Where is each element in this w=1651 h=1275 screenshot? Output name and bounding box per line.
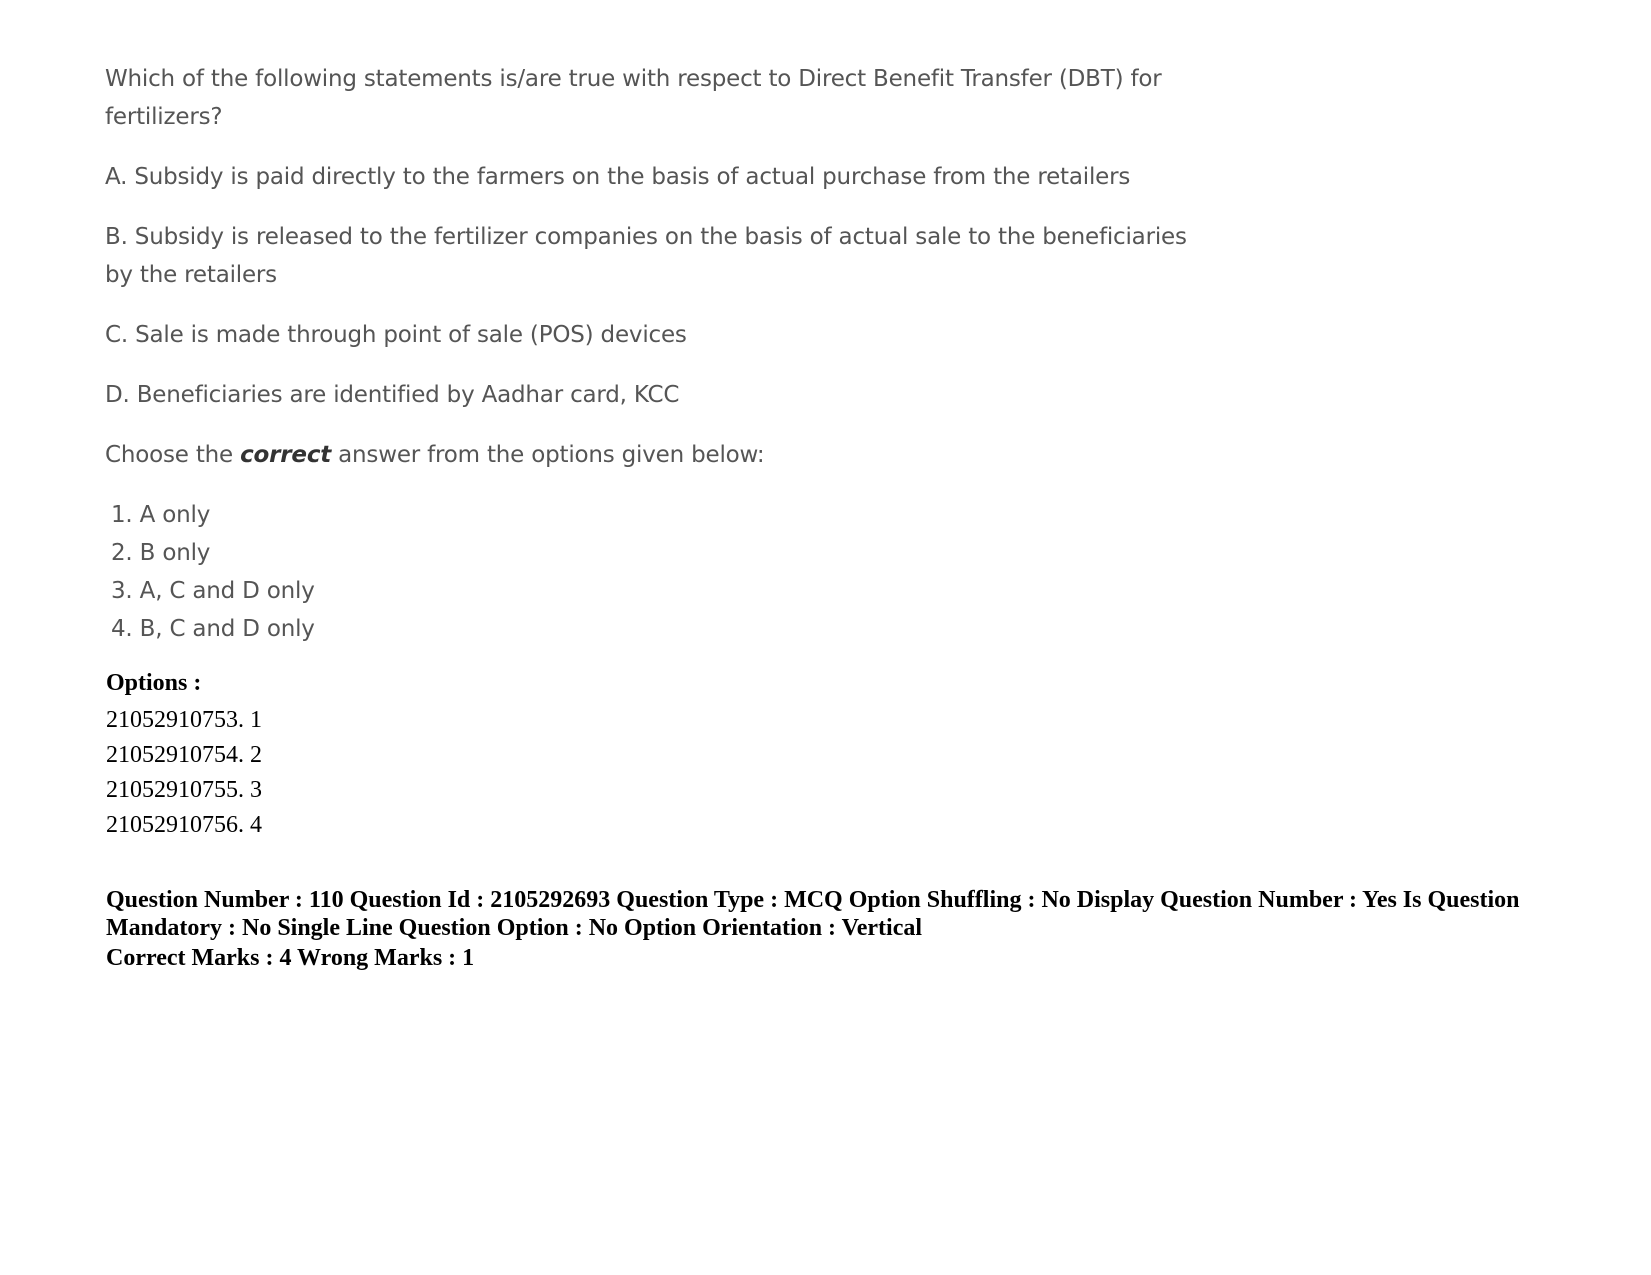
options-heading: Options : [106, 670, 202, 696]
option-item: 21052910754. 2 [106, 742, 262, 768]
marks-info: Correct Marks : 4 Wrong Marks : 1 [106, 945, 475, 971]
answer-item: 1. A only [111, 502, 211, 528]
choose-instruction [105, 436, 1205, 474]
question-stem: Which of the following statements is/are true with respect to Direct Benefit Transfer (DBT) for fertilizers? [105, 66, 1162, 130]
choose-suffix: answer from the options given below: [331, 442, 765, 468]
statement-a: A. Subsidy is paid directly to the farmers on the basis of actual purchase from the retailers [105, 164, 1131, 190]
option-item: 21052910755. 3 [106, 777, 262, 803]
question-metadata: Question Number : 110 Question Id : 2105292693 Question Type : MCQ Option Shuffling : No Display Question Number : Yes Is Question Mandatory : No Single Line Question Option : No Option Orientation : Vertical [106, 887, 1520, 941]
option-item: 21052910756. 4 [106, 812, 262, 838]
option-item: 21052910753. 1 [106, 707, 262, 733]
answer-item: 4. B, C and D only [111, 616, 315, 642]
statement-d: D. Beneficiaries are identified by Aadhar card, KCC [105, 382, 680, 408]
choose-emphasis: correct [240, 442, 332, 468]
answer-list [111, 496, 1205, 648]
answer-item: 2. B only [111, 540, 211, 566]
answer-item: 3. A, C and D only [111, 578, 315, 604]
statement-c: C. Sale is made through point of sale (POS) devices [105, 322, 687, 348]
options-list [106, 703, 262, 843]
statement-b: B. Subsidy is released to the fertilizer companies on the basis of actual sale to the beneficiaries by the retailers [105, 224, 1187, 288]
question-image [105, 60, 1205, 648]
choose-prefix: Choose the [105, 442, 241, 468]
